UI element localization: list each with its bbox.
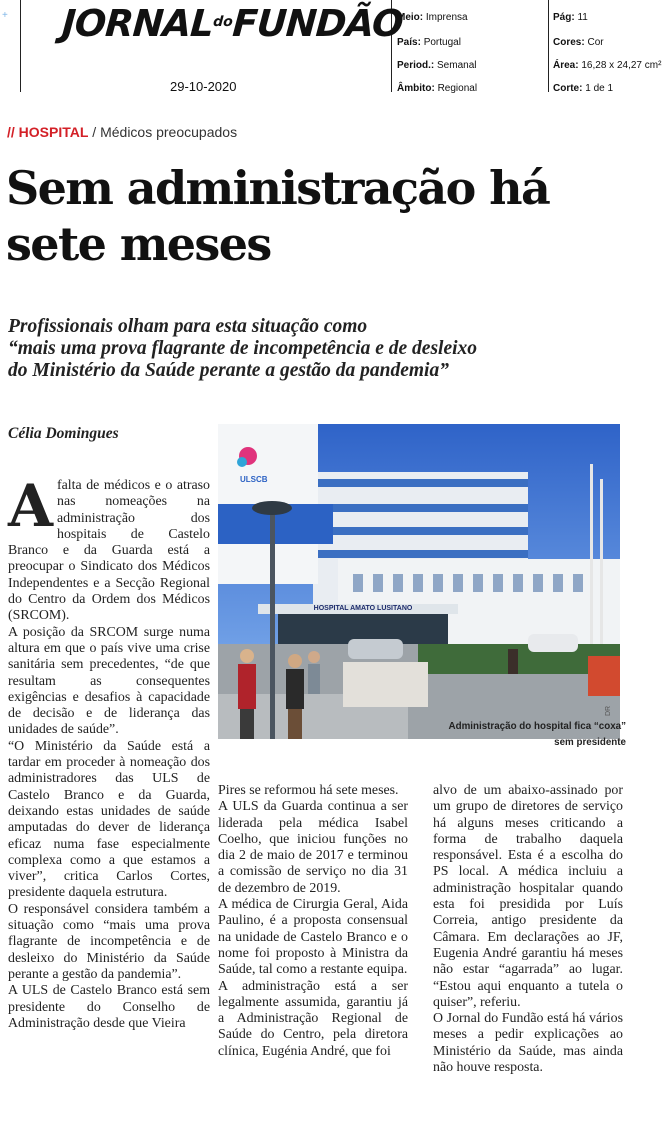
header-divider-right: [548, 0, 549, 92]
paragraph: A administração está a ser legalmente assumida, garantiu já a Administração Regional de Saúde do Centro, pela diretora clínica, Eugénia André, que foi: [218, 978, 408, 1059]
subheadline: [8, 316, 608, 382]
byline: Célia Domingues: [8, 425, 119, 442]
paragraph: “O Ministério da Saúde está a tardar em proceder à nomeação dos administradores das ULS de Castelo Branco e da Guarda, deixando estas unidades de saúde amputadas do dever de liderança eficaz numa fase especialmente complexa como a que estamos a viver”, critica Carlos Cortes, presidente daquela estrutura.: [8, 738, 210, 901]
meta-cores: Cores: Cor: [553, 37, 604, 48]
paragraph: O Jornal do Fundão está há vários meses a pedir explicações ao Ministério da Saúde, mas ainda não houve resposta.: [433, 1011, 623, 1076]
photo-credit: DR: [605, 705, 612, 716]
newspaper-logo: $JORNAL^{do}FUNDÃO$: [60, 2, 405, 45]
hospital-photo: [218, 424, 620, 739]
column-3: [433, 783, 623, 1076]
paragraph: A posição da SRCOM surge numa altura em que o país vive uma crise sanitária sem precedentes, “de que resultam as consequentes exigências e desafios à capacidade de decisão e de liderança das unidades de saúde”.: [8, 624, 210, 738]
meta-period: Period.: Semanal: [397, 60, 477, 71]
header-divider-left: [20, 0, 21, 92]
subhead-line: do Ministério da Saúde perante a gestão da pandemia”: [8, 360, 449, 381]
paragraph: A ULS de Castelo Branco está sem presidente do Conselho de Administração desde que Vieira: [8, 983, 210, 1031]
paragraph: A ULS da Guarda continua a ser liderada pela médica Isabel Coelho, que iniciou funções no dia 2 de maio de 2017 e terminou a comissão de serviço no dia 31 de dezembro de 2019.: [218, 799, 408, 896]
meta-area: Área: 16,28 x 24,27 cm²: [553, 60, 662, 71]
paragraph: O responsável considera também a situação como “mais uma prova flagrante de incompetência e de desleixo do Ministério da Saúde perante a gestão da pandemia”.: [8, 901, 210, 982]
column-2: [218, 783, 408, 1060]
drop-cap: A: [8, 472, 54, 540]
meta-corte: Corte: 1 de 1: [553, 83, 614, 94]
section-kicker: // HOSPITAL / Médicos preocupados: [7, 124, 238, 140]
meta-ambito: Âmbito: Regional: [397, 83, 478, 94]
paragraph: A falta de médicos e o atraso nas nomeações na administração dos hospitais de Castelo Branco e da Guarda está a preocupar o Sindicato dos Médicos Independentes e a Secção Regional do Centro da Ordem dos Médicos (SRCOM).: [8, 472, 210, 624]
paragraph: Pires se reformou há sete meses.: [218, 783, 399, 798]
meta-pais: País: Portugal: [397, 37, 461, 48]
photo-caption: Administração do hospital fica “coxa” sem presidente: [448, 721, 626, 748]
meta-pag: Pág: 11: [553, 12, 588, 23]
paragraph: alvo de um abaixo-assinado por um grupo de diretores de serviço há alguns meses criticando a forma de trabalho daquela responsável. Esta é a escolha do PS local. A médica incluiu a administração hospitalar quando esta foi presidida por Luís Correia, antigo presidente da Câmara. Em declarações ao JF, Eugenia André garantiu há meses não estar “agarrada” ao lugar. “Estou aqui enquanto a tutela o quiser”, referiu.: [433, 783, 623, 1010]
building-sign: HOSPITAL AMATO LUSITANO: [313, 605, 413, 612]
paragraph: A médica de Cirurgia Geral, Aida Paulino, é a proposta consensual na unidade de Castelo Branco e o nome foi proposto à Ministra da Saúde, tal como a restante equipa.: [218, 897, 408, 978]
subhead-line: Profissionais olham para esta situação como: [8, 316, 368, 337]
meta-meio: Meio: Imprensa: [397, 12, 468, 23]
hospital-photo-illustration: [218, 424, 620, 739]
column-1: [8, 472, 210, 1032]
corner-mark: +: [2, 10, 8, 21]
publication-date: 29-10-2020: [170, 79, 237, 94]
ulscb-logo-text: ULSCB: [240, 475, 268, 484]
subhead-line: “mais uma prova flagrante de incompetência e de desleixo: [8, 338, 478, 359]
headline: Sem administração há sete meses: [6, 161, 550, 271]
